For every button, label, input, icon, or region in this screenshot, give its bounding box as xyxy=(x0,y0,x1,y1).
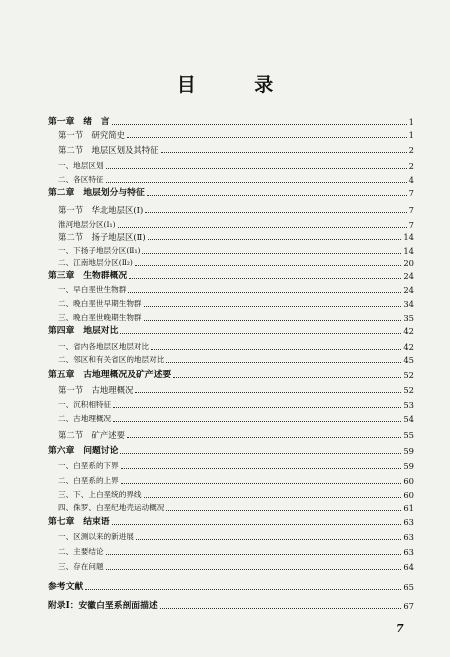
dot-leader xyxy=(129,278,401,279)
dot-leader xyxy=(144,497,402,498)
dot-leader xyxy=(113,407,401,408)
toc-section-entry xyxy=(48,231,414,243)
toc-entry-label: 淮河地层分区(Ⅰ₁) xyxy=(58,220,116,229)
toc-entry-label: 第一章 绪 言 xyxy=(48,117,110,127)
toc-subsection-entry xyxy=(48,460,414,472)
dot-leader xyxy=(166,510,401,511)
toc-entry-label: 一、区测以来的新进展 xyxy=(58,532,134,541)
toc-chapter-entry xyxy=(48,369,414,381)
toc-entry-page: 14 xyxy=(403,246,414,256)
toc-entry-label: 二、江南地层分区(Ⅱ₂) xyxy=(58,258,133,267)
toc-entry-page: 60 xyxy=(403,476,414,486)
toc-chapter-entry xyxy=(48,325,414,337)
toc-entry-page: 53 xyxy=(403,400,414,410)
toc-subsection-entry xyxy=(48,561,414,573)
dot-leader xyxy=(148,239,402,240)
dot-leader xyxy=(135,265,401,266)
toc-entry-page: 45 xyxy=(403,355,414,365)
dot-leader xyxy=(142,253,401,254)
toc-entry-page: 55 xyxy=(403,430,414,440)
toc-subsection-entry xyxy=(48,245,414,257)
dot-leader xyxy=(135,392,401,393)
toc-entry-page: 59 xyxy=(403,461,414,471)
toc-entry-page: 65 xyxy=(403,582,414,592)
toc-section-entry xyxy=(48,204,414,216)
toc-entry-label: 三、存在问题 xyxy=(58,562,104,571)
toc-entry-label: 一、下扬子地层分区(Ⅱ₁) xyxy=(58,246,141,255)
toc-entry-page: 64 xyxy=(403,562,414,572)
toc-entry-label: 二、主要结论 xyxy=(58,547,104,556)
dot-leader xyxy=(120,453,401,454)
toc-entry-label: 三、晚白垩世晚期生物群 xyxy=(58,313,142,322)
toc-entry-page: 35 xyxy=(403,313,414,323)
dot-leader xyxy=(112,124,407,125)
toc-entry-label: 二、白垩系的上界 xyxy=(58,476,119,485)
toc-chapter-entry xyxy=(48,116,414,128)
toc-entry-label: 二、各区特征 xyxy=(58,175,104,184)
toc-entry-page: 7 xyxy=(408,220,414,230)
toc-entry-page: 2 xyxy=(408,145,414,155)
toc-entry-label: 四、侏罗、白垩纪地壳运动概况 xyxy=(58,503,165,512)
toc-subsection-entry xyxy=(48,531,414,543)
toc-chapter-entry xyxy=(48,600,414,612)
dot-leader xyxy=(85,589,401,590)
toc-entry-page: 34 xyxy=(403,299,414,309)
dot-leader xyxy=(160,608,402,609)
dot-leader xyxy=(151,349,401,350)
toc-subsection-entry xyxy=(48,399,414,411)
dot-leader xyxy=(173,377,401,378)
toc-subsection-entry xyxy=(48,160,414,172)
dot-leader xyxy=(145,212,406,213)
toc-entry-page: 42 xyxy=(403,342,414,352)
toc-chapter-entry xyxy=(48,581,414,593)
toc-entry-label: 一、省内各地层区地层对比 xyxy=(58,342,150,351)
dot-leader xyxy=(166,362,401,363)
toc-subsection-entry xyxy=(48,257,414,269)
toc-entry-page: 67 xyxy=(403,601,414,611)
toc-entry-label: 第五章 古地理概况及矿产述要 xyxy=(48,370,172,380)
toc-entry-label: 二、邻区和有关省区的地层对比 xyxy=(58,355,165,364)
toc-entry-label: 二、古地理概况 xyxy=(58,414,112,423)
toc-entry-page: 52 xyxy=(403,385,414,395)
toc-subsection-entry xyxy=(48,174,414,186)
toc-entry-label: 第六章 问题讨论 xyxy=(48,446,119,456)
toc-section-entry xyxy=(48,129,414,141)
toc-subsection-entry xyxy=(48,354,414,366)
dot-leader xyxy=(127,137,407,138)
dot-leader xyxy=(106,168,407,169)
toc-entry-label: 第一节 古地理概况 xyxy=(58,385,134,395)
toc-entry-page: 59 xyxy=(403,446,414,456)
toc-entry-page: 63 xyxy=(403,517,414,527)
dot-leader xyxy=(106,569,402,570)
toc-subsection-entry xyxy=(48,502,414,514)
toc-entry-label: 第二章 地层划分与特征 xyxy=(48,188,145,198)
dot-leader xyxy=(106,554,402,555)
dot-leader xyxy=(120,333,401,334)
toc-section-entry xyxy=(48,429,414,441)
toc-entry-page: 7 xyxy=(408,205,414,215)
dot-leader xyxy=(112,524,402,525)
toc-entry-label: 一、白垩系的下界 xyxy=(58,461,119,470)
toc-chapter-entry xyxy=(48,445,414,457)
toc-subsection-entry xyxy=(48,219,414,231)
toc-entry-label: 第三章 生物群概况 xyxy=(48,271,128,281)
toc-entry-label: 三、下、上白垩统的界线 xyxy=(58,490,142,499)
toc-entry-page: 1 xyxy=(408,117,414,127)
toc-entry-label: 二、晚白垩世早期生物群 xyxy=(58,299,142,308)
toc-entry-label: 一、地层区划 xyxy=(58,161,104,170)
toc-entry-page: 24 xyxy=(403,285,414,295)
page-title: 目 录 xyxy=(176,74,300,96)
toc-subsection-entry xyxy=(48,489,414,501)
dot-leader xyxy=(127,437,401,438)
toc-chapter-entry xyxy=(48,187,414,199)
toc-entry-page: 63 xyxy=(403,532,414,542)
toc-entry-label: 附录Ⅰ：安徽白垩系剖面描述 xyxy=(48,601,158,611)
toc-entry-label: 第二节 地层区划及其特征 xyxy=(58,145,159,155)
toc-entry-page: 52 xyxy=(403,370,414,380)
toc-entry-label: 第一节 华北地层区(Ⅰ) xyxy=(58,205,144,215)
dot-leader xyxy=(147,195,407,196)
toc-subsection-entry xyxy=(48,312,414,324)
toc-entry-label: 第一节 研究简史 xyxy=(58,130,125,140)
toc-entry-page: 20 xyxy=(403,258,414,268)
toc-entry-label: 第四章 地层对比 xyxy=(48,326,119,336)
toc-entry-page: 54 xyxy=(403,414,414,424)
toc-entry-page: 4 xyxy=(408,175,414,185)
toc-entry-page: 1 xyxy=(408,130,414,140)
toc-entry-page: 63 xyxy=(403,547,414,557)
dot-leader xyxy=(121,468,402,469)
dot-leader xyxy=(136,539,401,540)
toc-chapter-entry xyxy=(48,270,414,282)
dot-leader xyxy=(113,421,401,422)
toc-subsection-entry xyxy=(48,475,414,487)
toc-section-entry xyxy=(48,144,414,156)
toc-entry-label: 第二节 矿产述要 xyxy=(58,430,125,440)
dot-leader xyxy=(118,227,407,228)
toc-entry-page: 60 xyxy=(403,490,414,500)
toc-entry-label: 参考文献 xyxy=(48,582,84,592)
toc-entry-label: 一、早白垩世生物群 xyxy=(58,285,127,294)
toc-entry-page: 2 xyxy=(408,161,414,171)
dot-leader xyxy=(121,483,402,484)
toc-entry-page: 7 xyxy=(408,188,414,198)
toc-entry-page: 42 xyxy=(403,326,414,336)
dot-leader xyxy=(144,306,402,307)
toc-entry-label: 一、沉积相特征 xyxy=(58,400,112,409)
toc-subsection-entry xyxy=(48,284,414,296)
toc-entry-label: 第二节 扬子地层区(Ⅱ) xyxy=(58,232,146,242)
dot-leader xyxy=(144,320,402,321)
toc-chapter-entry xyxy=(48,516,414,528)
toc-entry-page: 61 xyxy=(403,503,414,513)
toc-subsection-entry xyxy=(48,341,414,353)
toc-entry-page: 14 xyxy=(403,232,414,242)
toc-subsection-entry xyxy=(48,298,414,310)
dot-leader xyxy=(128,292,401,293)
dot-leader xyxy=(161,152,407,153)
toc-entry-label: 第七章 结束语 xyxy=(48,517,110,527)
toc-subsection-entry xyxy=(48,546,414,558)
dot-leader xyxy=(106,182,407,183)
toc-entry-page: 24 xyxy=(403,271,414,281)
toc-subsection-entry xyxy=(48,413,414,425)
toc-section-entry xyxy=(48,384,414,396)
page-number: 7 xyxy=(396,622,404,635)
